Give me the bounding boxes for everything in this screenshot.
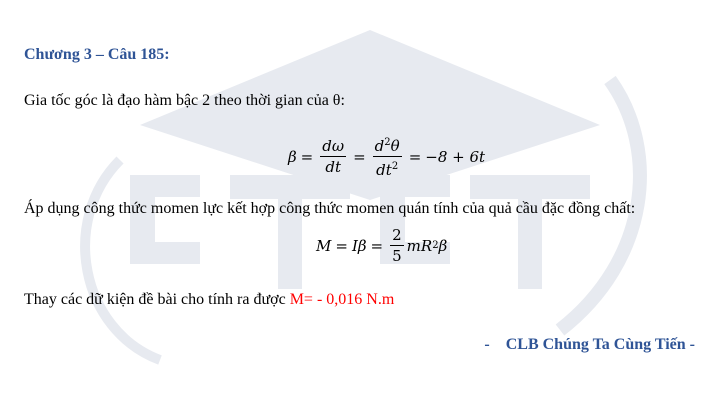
eq2-f-num: 2 — [392, 226, 402, 244]
eq2-fraction — [390, 226, 404, 265]
eq1-f2-den: dt — [376, 161, 392, 179]
formula-intro-line: Áp dụng công thức momen lực kết hợp công thức momen quán tính của quả cầu đặc đồng chất: — [24, 200, 636, 217]
eq1-f2-den-exp: 2 — [391, 161, 399, 172]
eq1-fraction-1 — [320, 137, 346, 176]
eq2-equals-1: = — [335, 236, 348, 255]
equation-angular-acceleration — [288, 134, 485, 179]
eq1-f2-num-exp: 2 — [384, 137, 391, 148]
eq1-f1-den: dt — [325, 158, 341, 176]
eq1-f2-num-b: θ — [390, 137, 400, 155]
eq2-f-den: 5 — [392, 247, 402, 265]
eq1-rhs: −8 + 6t — [425, 147, 486, 166]
eq2-exp: 2 — [432, 240, 439, 251]
signature-text: CLB Chúng Ta Cùng Tiến - — [505, 336, 695, 353]
signature-dash: - — [484, 336, 490, 353]
result-intro: Thay các dữ kiện đề bài cho tính ra được — [24, 291, 290, 308]
intro-line: Gia tốc góc là đạo hàm bậc 2 theo thời gian của θ: — [24, 92, 345, 109]
eq1-equals-2: = — [353, 147, 366, 166]
eq2-equals-2: = — [370, 236, 384, 255]
equation-torque — [316, 226, 447, 265]
eq1-equals-3: = — [408, 147, 422, 166]
eq2-tail-b: β — [438, 236, 448, 255]
result-line — [24, 291, 394, 309]
question-heading: Chương 3 – Câu 185: — [24, 46, 170, 63]
eq1-equals-1: = — [300, 147, 314, 166]
eq1-f2-num-a: d — [374, 137, 385, 155]
result-value: M= - 0,016 N.m — [289, 291, 395, 308]
eq2-mid: Iβ — [351, 236, 367, 255]
club-signature — [484, 336, 695, 354]
eq2-lhs: M — [316, 236, 332, 255]
eq2-tail-a: mR — [406, 236, 433, 255]
eq1-lhs: β — [288, 147, 297, 166]
eq1-fraction-2 — [373, 134, 402, 179]
eq1-f1-num: dω — [322, 137, 345, 155]
